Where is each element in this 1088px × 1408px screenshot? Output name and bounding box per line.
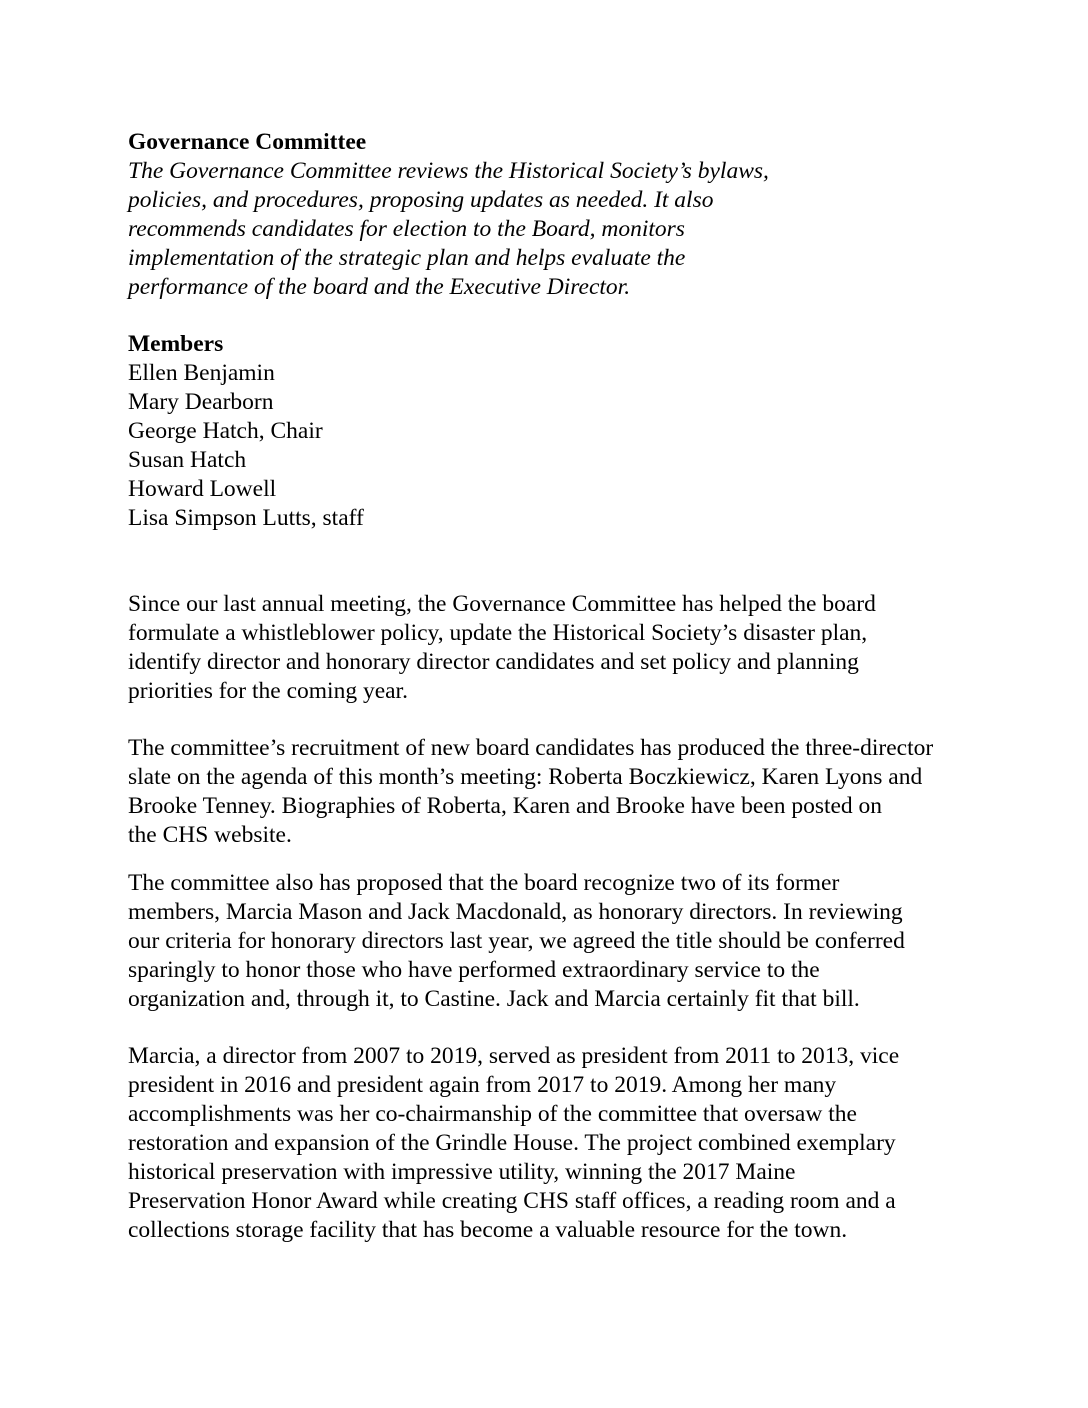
paragraph-line: priorities for the coming year. (128, 678, 408, 704)
paragraph-line: our criteria for honorary directors last year, we agreed the title should be conferred (128, 928, 905, 954)
paragraph-line: organization and, through it, to Castine. Jack and Marcia certainly fit that bill. (128, 986, 860, 1012)
paragraph-line: historical preservation with impressive utility, winning the 2017 Maine (128, 1159, 796, 1185)
paragraph-line: Preservation Honor Award while creating CHS staff offices, a reading room and a (128, 1188, 896, 1214)
member-name: Mary Dearborn (128, 389, 274, 415)
paragraph-line: president in 2016 and president again from 2017 to 2019. Among her many (128, 1072, 837, 1098)
member-name: Susan Hatch (128, 447, 247, 473)
paragraph-line: slate on the agenda of this month’s meeting: Roberta Boczkiewicz, Karen Lyons and (128, 764, 923, 790)
paragraph-line: sparingly to honor those who have performed extraordinary service to the (128, 957, 820, 983)
description-line: recommends candidates for election to the Board, monitors (128, 216, 685, 242)
paragraph-line: the CHS website. (128, 822, 292, 848)
paragraph-line: formulate a whistleblower policy, update the Historical Society’s disaster plan, (128, 620, 868, 646)
paragraph-line: Brooke Tenney. Biographies of Roberta, Karen and Brooke have been posted on (128, 793, 883, 819)
paragraph-line: Marcia, a director from 2007 to 2019, served as president from 2011 to 2013, vice (128, 1043, 900, 1069)
member-name: Ellen Benjamin (128, 360, 275, 386)
section-heading: Governance Committee (128, 129, 367, 155)
paragraph-line: members, Marcia Mason and Jack Macdonald, as honorary directors. In reviewing (128, 899, 903, 925)
description-line: policies, and procedures, proposing updates as needed. It also (128, 187, 714, 213)
members-heading: Members (128, 331, 224, 357)
paragraph-line: Since our last annual meeting, the Governance Committee has helped the board (128, 591, 876, 617)
paragraph-line: identify director and honorary director candidates and set policy and planning (128, 649, 859, 675)
description-line: The Governance Committee reviews the Historical Society’s bylaws, (128, 158, 769, 184)
paragraph-line: The committee’s recruitment of new board candidates has produced the three-director (128, 735, 934, 761)
member-name: Howard Lowell (128, 476, 277, 502)
member-name: George Hatch, Chair (128, 418, 323, 444)
paragraph-line: restoration and expansion of the Grindle House. The project combined exemplary (128, 1130, 896, 1156)
member-name: Lisa Simpson Lutts, staff (128, 505, 364, 531)
paragraph-line: accomplishments was her co-chairmanship of the committee that oversaw the (128, 1101, 857, 1127)
paragraph-line: The committee also has proposed that the board recognize two of its former (128, 870, 840, 896)
description-line: performance of the board and the Executive Director. (128, 274, 631, 300)
paragraph-line: collections storage facility that has become a valuable resource for the town. (128, 1217, 848, 1243)
description-line: implementation of the strategic plan and helps evaluate the (128, 245, 686, 271)
